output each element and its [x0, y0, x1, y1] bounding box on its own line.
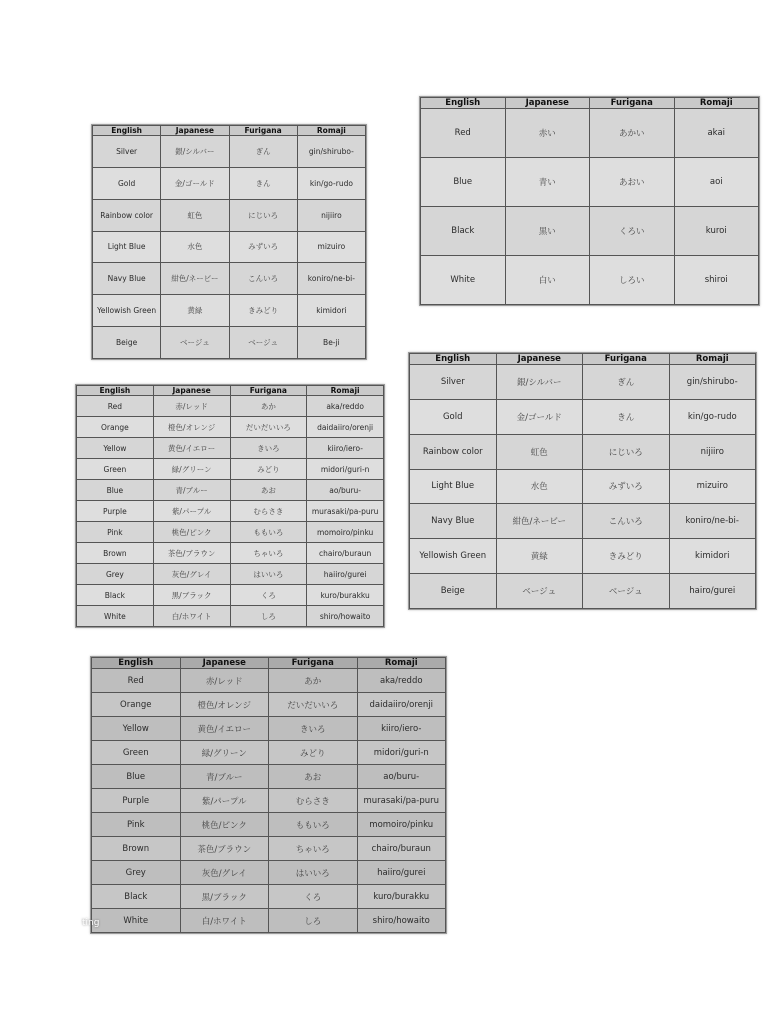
japanese-cell: 橙色/オレンジ: [153, 417, 230, 438]
table-row: [77, 606, 384, 627]
japanese-cell: 黄色/イエロー: [180, 717, 269, 741]
furigana-cell: あお: [230, 480, 307, 501]
english-cell: Blue: [92, 765, 181, 789]
english-cell: Black: [77, 585, 154, 606]
furigana-cell: はいいろ: [269, 861, 358, 885]
japanese-cell: 白/ホワイト: [180, 909, 269, 933]
japanese-cell: 黒/ブラック: [180, 885, 269, 909]
romaji-cell: ao/buru-: [307, 480, 384, 501]
english-cell: White: [421, 256, 506, 305]
romaji-cell: ao/buru-: [357, 765, 446, 789]
romaji-cell: Be-ji: [297, 327, 365, 359]
romaji-cell: nijiiro: [669, 434, 756, 469]
furigana-cell: くろ: [269, 885, 358, 909]
english-cell: White: [77, 606, 154, 627]
furigana-cell: みどり: [230, 459, 307, 480]
table-row: [93, 231, 366, 263]
column-header: Furigana: [269, 658, 358, 669]
color-table: [76, 385, 384, 627]
english-cell: Pink: [77, 522, 154, 543]
table-row: [77, 522, 384, 543]
table-row: [77, 417, 384, 438]
furigana-cell: あおい: [590, 158, 675, 207]
english-cell: Orange: [77, 417, 154, 438]
color-table-photo-basic-colors-2: [90, 656, 447, 934]
japanese-cell: 灰色/グレイ: [153, 564, 230, 585]
column-header: Romaji: [307, 386, 384, 396]
japanese-cell: 赤い: [505, 109, 590, 158]
romaji-cell: haiiro/gurei: [357, 861, 446, 885]
furigana-cell: ちゃいろ: [269, 837, 358, 861]
table-header-row: [92, 658, 446, 669]
english-cell: Light Blue: [93, 231, 161, 263]
column-header: Japanese: [180, 658, 269, 669]
romaji-cell: kin/go-rudo: [297, 167, 365, 199]
english-cell: White: [92, 909, 181, 933]
furigana-cell: あか: [269, 669, 358, 693]
furigana-cell: ベージュ: [229, 327, 297, 359]
furigana-cell: はいいろ: [230, 564, 307, 585]
table-row: [421, 207, 759, 256]
japanese-cell: 青い: [505, 158, 590, 207]
japanese-cell: 銀/シルバー: [496, 365, 583, 400]
english-cell: Purple: [92, 789, 181, 813]
table-row: [92, 765, 446, 789]
table-row: [92, 693, 446, 717]
romaji-cell: momoiro/pinku: [307, 522, 384, 543]
table-row: [421, 256, 759, 305]
table-row: [421, 109, 759, 158]
furigana-cell: こんいろ: [583, 504, 670, 539]
english-cell: Pink: [92, 813, 181, 837]
japanese-cell: 白/ホワイト: [153, 606, 230, 627]
romaji-cell: koniro/ne-bi-: [669, 504, 756, 539]
romaji-cell: akai: [674, 109, 759, 158]
english-cell: Blue: [77, 480, 154, 501]
furigana-cell: ももいろ: [230, 522, 307, 543]
table-row: [410, 365, 756, 400]
japanese-cell: 桃色/ピンク: [153, 522, 230, 543]
furigana-cell: しろい: [590, 256, 675, 305]
english-cell: Beige: [93, 327, 161, 359]
romaji-cell: aoi: [674, 158, 759, 207]
table-row: [410, 539, 756, 574]
english-cell: Gold: [93, 167, 161, 199]
table-row: [77, 543, 384, 564]
column-header: English: [421, 98, 506, 109]
furigana-cell: にじいろ: [229, 199, 297, 231]
romaji-cell: midori/guri-n: [357, 741, 446, 765]
column-header: Furigana: [229, 126, 297, 136]
furigana-cell: あかい: [590, 109, 675, 158]
japanese-cell: 金/ゴールド: [161, 167, 229, 199]
table-row: [92, 669, 446, 693]
english-cell: Green: [77, 459, 154, 480]
romaji-cell: chairo/buraun: [357, 837, 446, 861]
romaji-cell: hairo/gurei: [669, 574, 756, 609]
furigana-cell: ちゃいろ: [230, 543, 307, 564]
english-cell: Red: [421, 109, 506, 158]
furigana-cell: くろい: [590, 207, 675, 256]
furigana-cell: しろ: [230, 606, 307, 627]
japanese-cell: 灰色/グレイ: [180, 861, 269, 885]
column-header: Furigana: [230, 386, 307, 396]
furigana-cell: みずいろ: [229, 231, 297, 263]
table-header-row: [93, 126, 366, 136]
furigana-cell: むらさき: [269, 789, 358, 813]
english-cell: Red: [77, 396, 154, 417]
table-row: [93, 263, 366, 295]
romaji-cell: daidaiiro/orenji: [357, 693, 446, 717]
table-row: [93, 199, 366, 231]
table-row: [93, 295, 366, 327]
romaji-cell: haiiro/gurei: [307, 564, 384, 585]
table-row: [421, 158, 759, 207]
japanese-cell: ベージュ: [161, 327, 229, 359]
english-cell: Red: [92, 669, 181, 693]
english-cell: Rainbow color: [93, 199, 161, 231]
table-row: [93, 327, 366, 359]
color-table-photo-basic-colors: [75, 384, 385, 628]
furigana-cell: あお: [269, 765, 358, 789]
column-header: Romaji: [669, 354, 756, 365]
romaji-cell: kuro/burakku: [307, 585, 384, 606]
romaji-cell: kiiro/iero-: [357, 717, 446, 741]
table-row: [77, 438, 384, 459]
table-row: [93, 167, 366, 199]
romaji-cell: daidaiiro/orenji: [307, 417, 384, 438]
english-cell: Beige: [410, 574, 497, 609]
furigana-cell: だいだいいろ: [269, 693, 358, 717]
table-row: [92, 837, 446, 861]
column-header: English: [410, 354, 497, 365]
japanese-cell: 桃色/ピンク: [180, 813, 269, 837]
table-header-row: [421, 98, 759, 109]
column-header: Japanese: [505, 98, 590, 109]
romaji-cell: gin/shirubo-: [297, 136, 365, 168]
furigana-cell: だいだいいろ: [230, 417, 307, 438]
english-cell: Yellowish Green: [410, 539, 497, 574]
color-table-photo-adjectives: [419, 96, 760, 306]
english-cell: Rainbow color: [410, 434, 497, 469]
table-row: [77, 501, 384, 522]
romaji-cell: koniro/ne-bi-: [297, 263, 365, 295]
color-table: [409, 353, 756, 609]
japanese-cell: 紺色/ネービー: [496, 504, 583, 539]
romaji-cell: kuroi: [674, 207, 759, 256]
romaji-cell: momoiro/pinku: [357, 813, 446, 837]
english-cell: Yellow: [92, 717, 181, 741]
overlay-caption-fragment: ting: [82, 918, 100, 928]
japanese-cell: 黒い: [505, 207, 590, 256]
romaji-cell: kimidori: [669, 539, 756, 574]
japanese-cell: ベージュ: [496, 574, 583, 609]
japanese-cell: 黒/ブラック: [153, 585, 230, 606]
table-row: [410, 434, 756, 469]
column-header: Furigana: [583, 354, 670, 365]
romaji-cell: mizuiro: [297, 231, 365, 263]
column-header: English: [93, 126, 161, 136]
romaji-cell: shiro/howaito: [307, 606, 384, 627]
romaji-cell: kuro/burakku: [357, 885, 446, 909]
color-table: [91, 657, 446, 933]
furigana-cell: ぎん: [583, 365, 670, 400]
furigana-cell: あか: [230, 396, 307, 417]
furigana-cell: にじいろ: [583, 434, 670, 469]
romaji-cell: kimidori: [297, 295, 365, 327]
table-row: [92, 789, 446, 813]
japanese-cell: 黄緑: [161, 295, 229, 327]
japanese-cell: 赤/レッド: [180, 669, 269, 693]
japanese-cell: 水色: [161, 231, 229, 263]
furigana-cell: みずいろ: [583, 469, 670, 504]
table-row: [92, 909, 446, 933]
column-header: English: [77, 386, 154, 396]
table-header-row: [77, 386, 384, 396]
japanese-cell: 紫/パープル: [180, 789, 269, 813]
color-table-photo-special-colors: [91, 124, 367, 360]
english-cell: Orange: [92, 693, 181, 717]
table-row: [77, 396, 384, 417]
romaji-cell: nijiiro: [297, 199, 365, 231]
furigana-cell: きん: [229, 167, 297, 199]
romaji-cell: kin/go-rudo: [669, 399, 756, 434]
english-cell: Navy Blue: [410, 504, 497, 539]
romaji-cell: kiiro/iero-: [307, 438, 384, 459]
english-cell: Yellow: [77, 438, 154, 459]
english-cell: Silver: [410, 365, 497, 400]
table-row: [77, 585, 384, 606]
table-row: [410, 504, 756, 539]
furigana-cell: きいろ: [269, 717, 358, 741]
color-table: [420, 97, 759, 305]
column-header: Furigana: [590, 98, 675, 109]
romaji-cell: aka/reddo: [307, 396, 384, 417]
english-cell: Yellowish Green: [93, 295, 161, 327]
furigana-cell: みどり: [269, 741, 358, 765]
furigana-cell: きいろ: [230, 438, 307, 459]
english-cell: Silver: [93, 136, 161, 168]
english-cell: Blue: [421, 158, 506, 207]
table-row: [92, 741, 446, 765]
japanese-cell: 黄色/イエロー: [153, 438, 230, 459]
english-cell: Gold: [410, 399, 497, 434]
column-header: English: [92, 658, 181, 669]
table-row: [92, 813, 446, 837]
romaji-cell: midori/guri-n: [307, 459, 384, 480]
japanese-cell: 黄緑: [496, 539, 583, 574]
japanese-cell: 緑/グリーン: [180, 741, 269, 765]
furigana-cell: むらさき: [230, 501, 307, 522]
furigana-cell: こんいろ: [229, 263, 297, 295]
english-cell: Light Blue: [410, 469, 497, 504]
japanese-cell: 青/ブルー: [180, 765, 269, 789]
table-row: [77, 564, 384, 585]
furigana-cell: きん: [583, 399, 670, 434]
japanese-cell: 茶色/ブラウン: [153, 543, 230, 564]
romaji-cell: chairo/buraun: [307, 543, 384, 564]
table-row: [92, 861, 446, 885]
column-header: Japanese: [161, 126, 229, 136]
furigana-cell: しろ: [269, 909, 358, 933]
romaji-cell: mizuiro: [669, 469, 756, 504]
english-cell: Brown: [92, 837, 181, 861]
column-header: Japanese: [153, 386, 230, 396]
table-row: [92, 717, 446, 741]
table-row: [410, 399, 756, 434]
japanese-cell: 橙色/オレンジ: [180, 693, 269, 717]
japanese-cell: 紺色/ネービー: [161, 263, 229, 295]
furigana-cell: ベージュ: [583, 574, 670, 609]
english-cell: Grey: [92, 861, 181, 885]
english-cell: Purple: [77, 501, 154, 522]
romaji-cell: gin/shirubo-: [669, 365, 756, 400]
japanese-cell: 金/ゴールド: [496, 399, 583, 434]
japanese-cell: 緑/グリーン: [153, 459, 230, 480]
english-cell: Navy Blue: [93, 263, 161, 295]
english-cell: Brown: [77, 543, 154, 564]
color-table-photo-special-colors-2: [408, 352, 757, 610]
japanese-cell: 茶色/ブラウン: [180, 837, 269, 861]
column-header: Romaji: [297, 126, 365, 136]
table-row: [77, 480, 384, 501]
table-row: [93, 136, 366, 168]
furigana-cell: くろ: [230, 585, 307, 606]
japanese-cell: 白い: [505, 256, 590, 305]
romaji-cell: aka/reddo: [357, 669, 446, 693]
english-cell: Grey: [77, 564, 154, 585]
column-header: Romaji: [357, 658, 446, 669]
romaji-cell: shiroi: [674, 256, 759, 305]
romaji-cell: murasaki/pa-puru: [357, 789, 446, 813]
color-table: [92, 125, 366, 359]
table-row: [410, 469, 756, 504]
english-cell: Black: [421, 207, 506, 256]
furigana-cell: ももいろ: [269, 813, 358, 837]
column-header: Japanese: [496, 354, 583, 365]
table-row: [92, 885, 446, 909]
japanese-cell: 水色: [496, 469, 583, 504]
romaji-cell: shiro/howaito: [357, 909, 446, 933]
table-row: [410, 574, 756, 609]
japanese-cell: 虹色: [161, 199, 229, 231]
japanese-cell: 紫/パープル: [153, 501, 230, 522]
japanese-cell: 銀/シルバー: [161, 136, 229, 168]
japanese-cell: 青/ブルー: [153, 480, 230, 501]
table-header-row: [410, 354, 756, 365]
furigana-cell: きみどり: [229, 295, 297, 327]
furigana-cell: ぎん: [229, 136, 297, 168]
english-cell: Green: [92, 741, 181, 765]
japanese-cell: 赤/レッド: [153, 396, 230, 417]
english-cell: Black: [92, 885, 181, 909]
column-header: Romaji: [674, 98, 759, 109]
japanese-cell: 虹色: [496, 434, 583, 469]
furigana-cell: きみどり: [583, 539, 670, 574]
table-row: [77, 459, 384, 480]
romaji-cell: murasaki/pa-puru: [307, 501, 384, 522]
